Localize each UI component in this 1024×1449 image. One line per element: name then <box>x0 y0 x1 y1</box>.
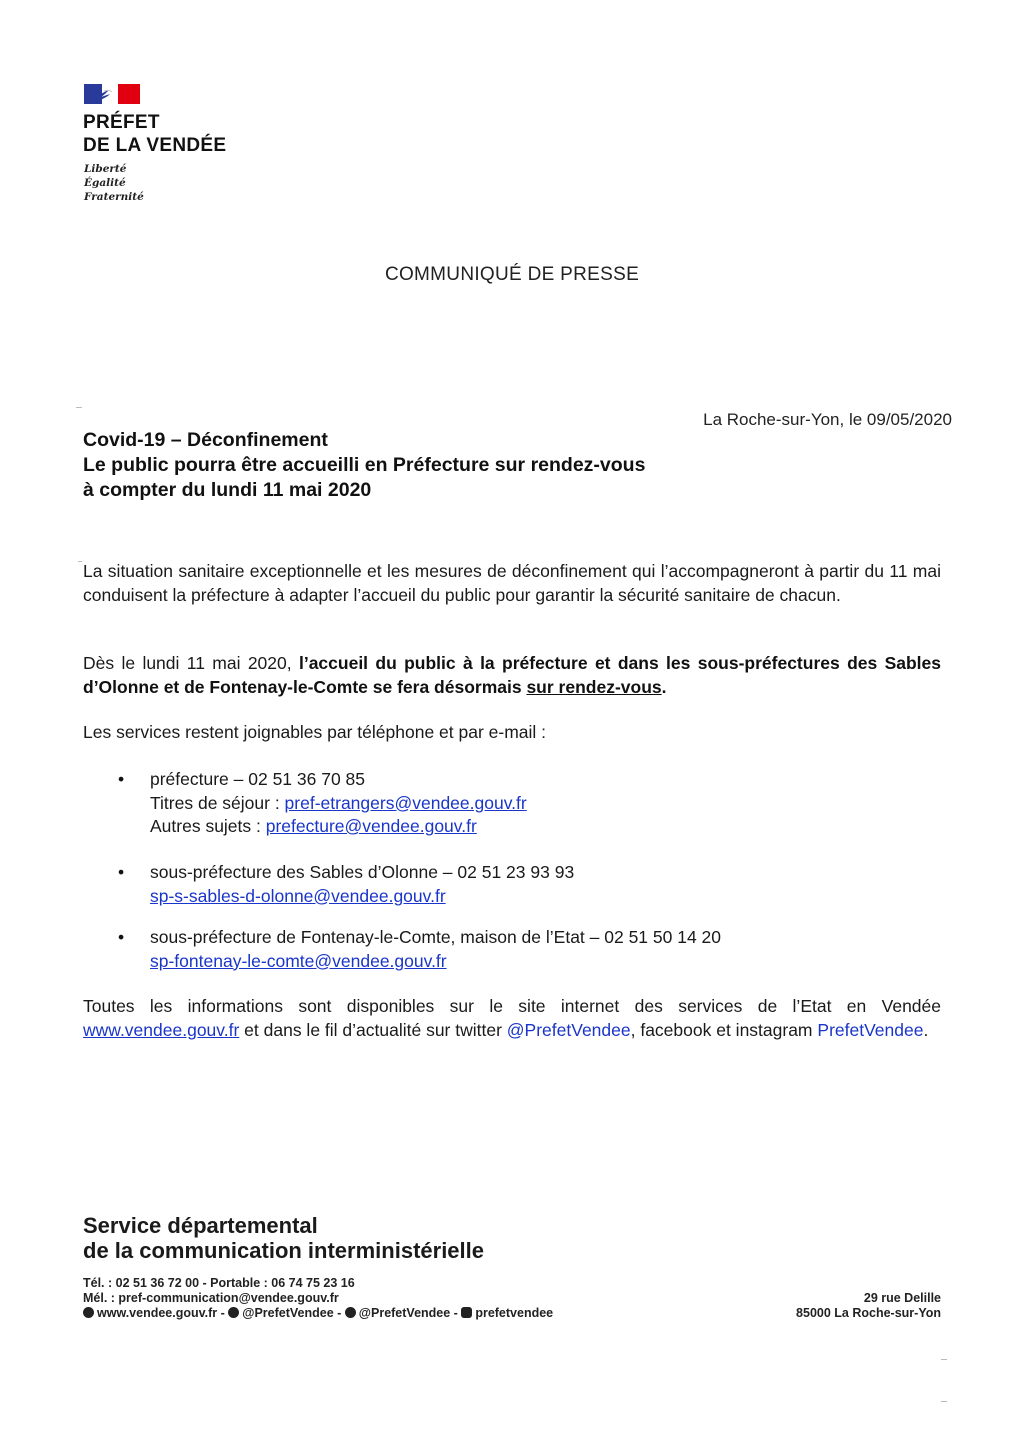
footer-facebook: @PrefetVendee <box>358 1306 451 1320</box>
service-line-2: de la communication interministérielle <box>83 1238 484 1263</box>
bullet-dot: • <box>118 769 125 789</box>
republic-motto <box>84 162 144 204</box>
title-line-2: Le public pourra être accueilli en Préfecture sur rendez-vous <box>83 454 646 476</box>
document-type: COMMUNIQUÉ DE PRESSE <box>384 264 640 285</box>
margin-mark <box>78 561 82 562</box>
paragraph-contact-intro: Les services restent joignables par téléphone et par e-mail : <box>83 722 547 742</box>
footer-address <box>796 1291 941 1321</box>
fontenay-phone: sous-préfecture de Fontenay-le-Comte, maison de l’Etat – 02 51 50 14 20 <box>150 927 722 947</box>
para4-text2: et dans le fil d’actualité sur twitter <box>239 1019 507 1040</box>
para4-text4: . <box>923 1019 929 1040</box>
prefecture-phone: préfecture – 02 51 36 70 85 <box>150 769 366 789</box>
margin-mark <box>941 1401 947 1402</box>
bullet-dot: • <box>118 862 125 882</box>
para4-text1: Toutes les informations sont disponibles sur le site internet des services de l’Etat en Vendée <box>83 996 941 1016</box>
motto-egalite: Égalité <box>84 177 126 189</box>
bullet-dot: • <box>118 927 125 947</box>
paragraph-informations <box>83 995 941 1042</box>
prefet-logo-text <box>83 111 226 157</box>
service-name <box>83 1213 484 1263</box>
service-line-1: Service départemental <box>83 1213 318 1238</box>
list-item-prefecture <box>150 768 527 839</box>
twitter-handle-link[interactable]: @PrefetVendee <box>506 1019 631 1040</box>
press-release-title <box>83 428 645 503</box>
twitter-icon <box>228 1307 239 1318</box>
title-line-1: Covid-19 – Déconfinement <box>83 429 328 451</box>
instagram-icon <box>461 1307 472 1318</box>
list-item-fontenay <box>150 926 721 973</box>
email-link-etrangers[interactable]: pref-etrangers@vendee.gouv.fr <box>284 792 527 813</box>
email-link-sables[interactable]: sp-s-sables-d-olonne@vendee.gouv.fr <box>150 885 446 906</box>
address-line-1: 29 rue Delille <box>863 1291 941 1305</box>
margin-mark <box>76 407 82 408</box>
footer-instagram: prefetvendee <box>475 1306 554 1320</box>
para2-underlined: sur rendez-vous <box>526 676 662 697</box>
para4-text3: , facebook et instagram <box>630 1019 818 1040</box>
footer-tel: Tél. : 02 51 36 72 00 - Portable : 06 74 75 23 16 <box>83 1276 355 1290</box>
facebook-icon <box>345 1307 356 1318</box>
motto-liberte: Liberté <box>84 163 127 175</box>
motto-fraternite: Fraternité <box>84 191 144 203</box>
instagram-handle-link[interactable]: PrefetVendee <box>817 1019 924 1040</box>
paragraph-situation: La situation sanitaire exceptionnelle et les mesures de déconfinement qui l’accompagneront à partir du 11 mai conduisent la préfecture à adapter l’accueil du public pour garantir la sécurité sanitaire de chacun. <box>83 561 941 605</box>
margin-mark <box>941 1359 947 1360</box>
para2-intro: Dès le lundi 11 mai 2020, <box>83 653 299 673</box>
paragraph-rendez-vous <box>83 652 941 699</box>
title-line-3: à compter du lundi 11 mai 2020 <box>83 479 372 501</box>
para2-end: . <box>661 676 667 697</box>
marianne-flag-logo <box>84 84 140 104</box>
website-link[interactable]: www.vendee.gouv.fr <box>83 1019 240 1040</box>
footer-contacts <box>83 1276 553 1321</box>
footer-web: www.vendee.gouv.fr <box>97 1306 218 1320</box>
separator: - <box>333 1306 345 1320</box>
email-link-fontenay[interactable]: sp-fontenay-le-comte@vendee.gouv.fr <box>150 950 447 971</box>
para2-bold: l’accueil du public à la préfecture et dans les sous-préfectures des Sables d’Olonne et de Fontenay-le-Comte se fera désormais <box>83 653 941 697</box>
globe-icon <box>83 1307 94 1318</box>
date-line: La Roche-sur-Yon, le 09/05/2020 <box>703 410 952 429</box>
address-line-2: 85000 La Roche-sur-Yon <box>796 1306 941 1320</box>
marianne-profile-icon <box>92 86 122 102</box>
footer-twitter: @PrefetVendee <box>242 1306 334 1320</box>
org-line-1: PRÉFET <box>83 112 160 133</box>
org-line-2: DE LA VENDÉE <box>83 135 227 156</box>
autres-sujets-label: Autres sujets : <box>150 816 266 836</box>
separator: - <box>217 1306 229 1320</box>
footer-mel: Mél. : pref-communication@vendee.gouv.fr <box>83 1291 339 1305</box>
titres-sejour-label: Titres de séjour : <box>150 792 285 813</box>
sables-phone: sous-préfecture des Sables d’Olonne – 02 51 23 93 93 <box>150 862 575 882</box>
separator: - <box>450 1306 462 1320</box>
list-item-sables-d-olonne <box>150 861 574 908</box>
email-link-prefecture[interactable]: prefecture@vendee.gouv.fr <box>265 816 477 836</box>
